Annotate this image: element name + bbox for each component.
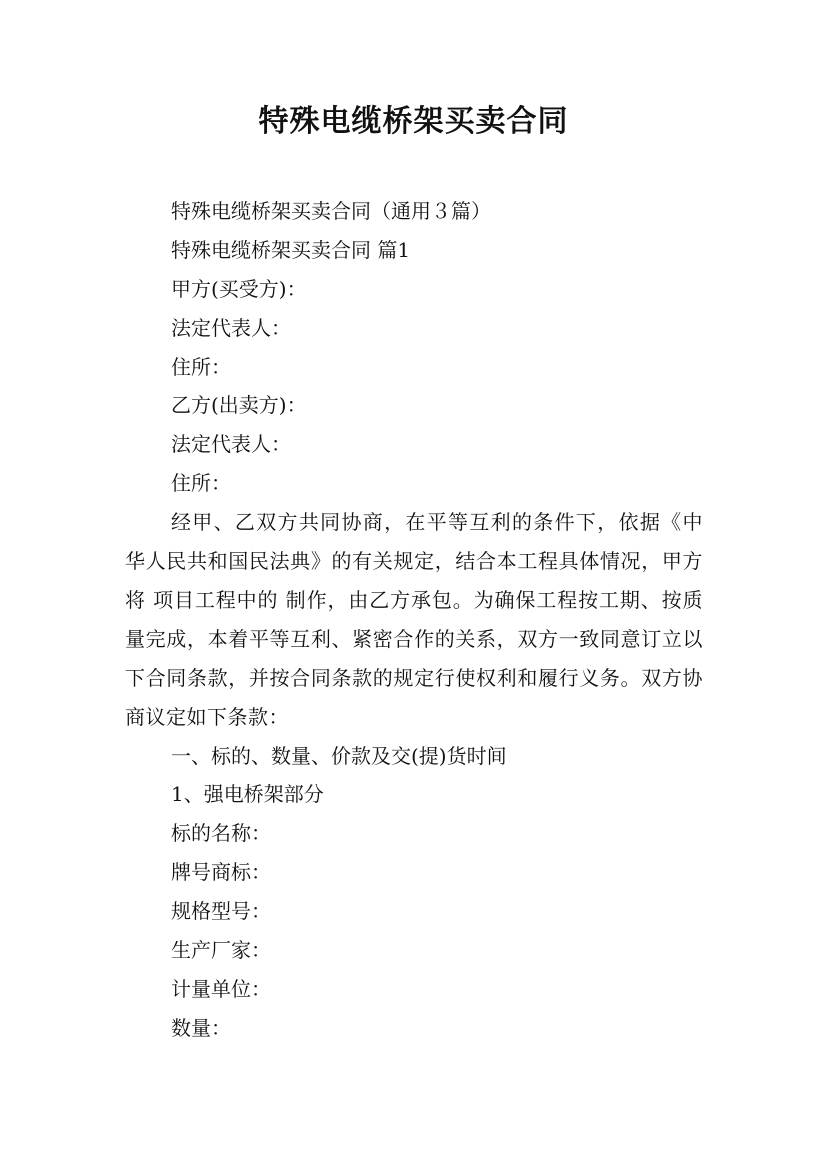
- field-subject-name: 标的名称：: [171, 821, 271, 846]
- field-model: 规格型号：: [171, 899, 271, 924]
- chapter-heading: 特殊电缆桥架买卖合同 篇1: [171, 237, 411, 262]
- party-b-representative: 法定代表人：: [171, 432, 291, 457]
- field-brand: 牌号商标：: [171, 860, 271, 885]
- field-manufacturer: 生产厂家：: [171, 938, 271, 963]
- party-b-label: 乙方(出卖方)：: [171, 393, 307, 418]
- party-b-address: 住所：: [171, 471, 231, 496]
- section-heading: 一、标的、数量、价款及交(提)货时间: [171, 743, 507, 768]
- field-unit: 计量单位：: [171, 976, 271, 1001]
- field-quantity: 数量：: [171, 1015, 231, 1040]
- document-title: 特殊电缆桥架买卖合同: [258, 104, 569, 139]
- party-a-address: 住所：: [171, 354, 231, 379]
- document-body: [125, 192, 703, 1048]
- subsection-heading: 1、强电桥架部分: [171, 782, 324, 807]
- party-a-label: 甲方(买受方)：: [171, 276, 307, 301]
- subtitle-line: 特殊电缆桥架买卖合同（通用３篇）: [171, 199, 491, 223]
- party-a-representative: 法定代表人：: [171, 315, 291, 340]
- agreement-paragraph: 经甲、乙双方共同协商，在平等互利的条件下，依据《中华人民共和国民法典》的有关规定，结合本工程具体情况，甲方将 项目工程中的 制作，由乙方承包。为确保工程按工期、按质量完成，本着平等互利、紧密合作的关系，双方一致同意订立以下合同条款，并按合同条款的规定行使权利和履行义务。双方协商议定如下条款：: [125, 510, 703, 729]
